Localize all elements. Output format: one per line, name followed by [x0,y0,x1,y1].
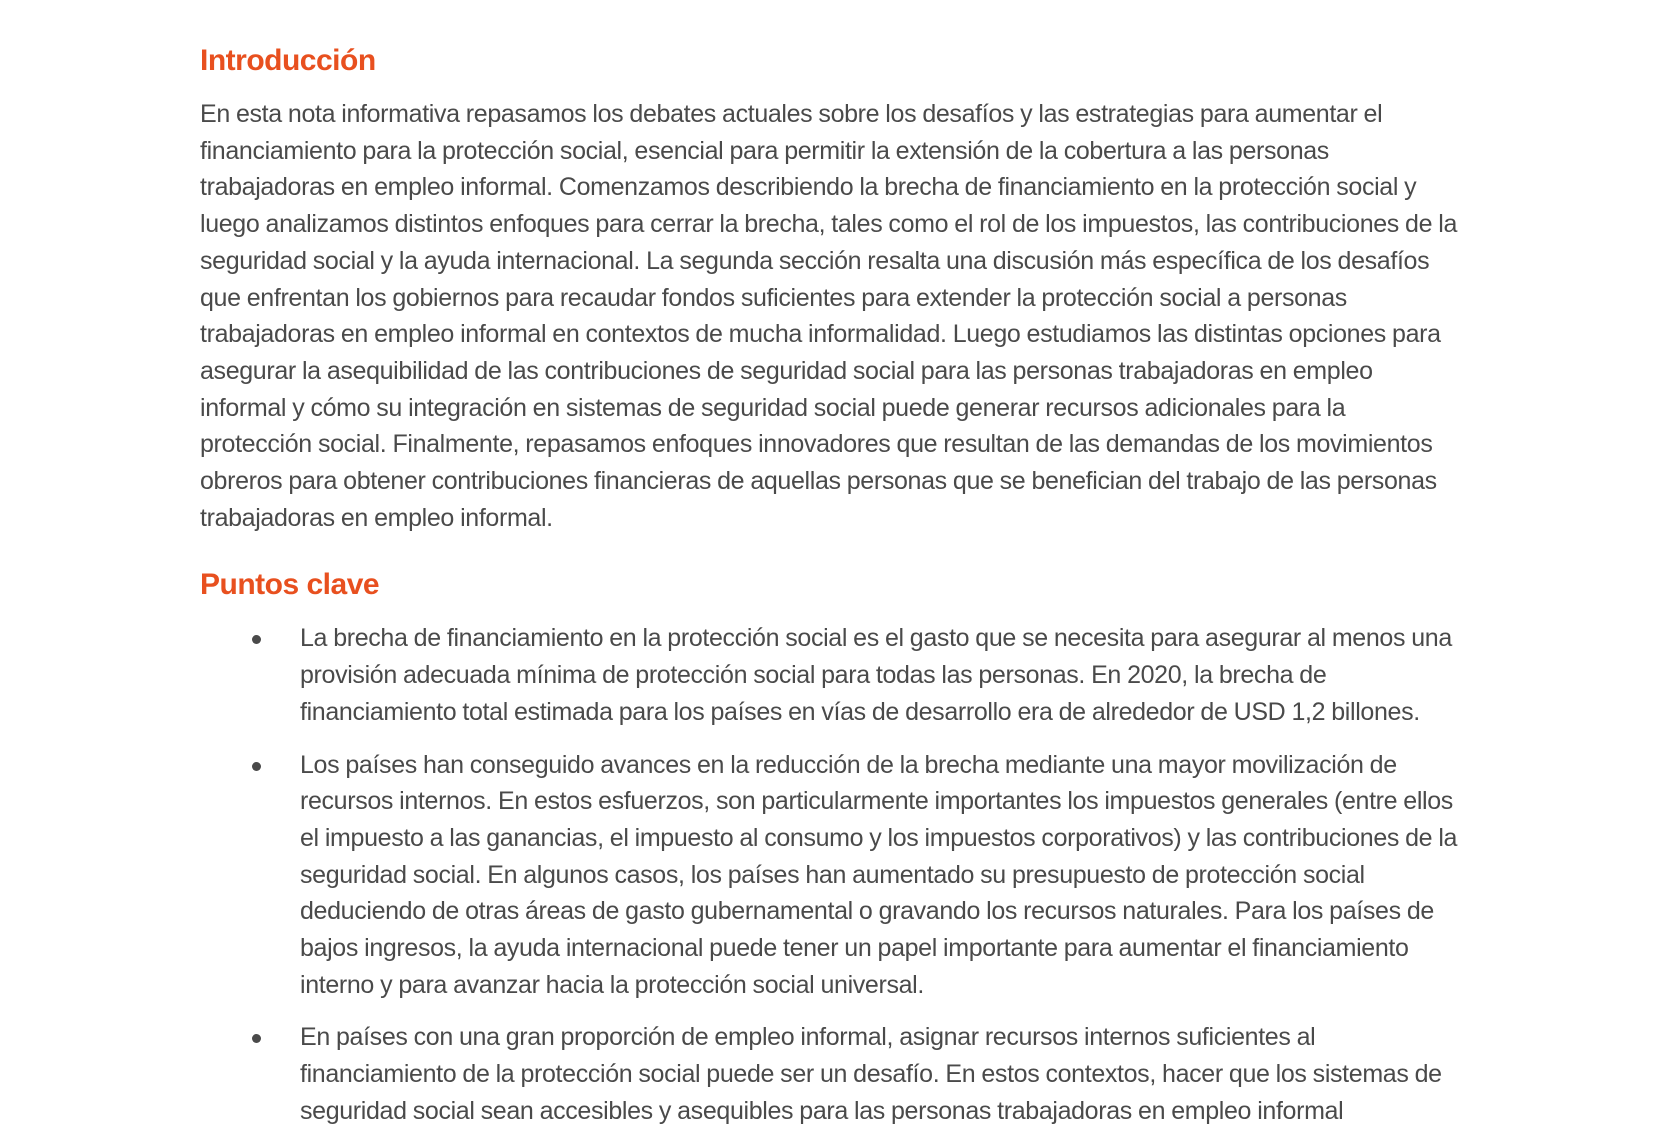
key-point-text: En países con una gran proporción de empleo informal, asignar recursos internos suficientes al financiamiento de la protección social puede ser un desafío. En estos contextos, hacer que los sistemas de seguridad social sean accesibles y asequibles para las personas trabajadoras en empleo informal [300,1023,1442,1125]
document-page [200,40,1460,1146]
key-point-item [200,620,1460,730]
key-point-text: La brecha de financiamiento en la protección social es el gasto que se necesita para asegurar al menos una provisión adecuada mínima de protección social para todas las personas. En 2020, la brecha de financiamiento total estimada para los países en vías de desarrollo era de alrededor de USD 1,2 billones. [300,624,1452,726]
bullet-icon [252,635,261,644]
key-point-item [200,1019,1460,1129]
bullet-icon [252,762,261,771]
bullet-icon [252,1034,261,1043]
key-point-item [200,747,1460,1004]
introduction-heading: Introducción [200,44,376,77]
key-points-heading: Puntos clave [200,568,380,602]
key-point-text: Los países han conseguido avances en la reducción de la brecha mediante una mayor movilización de recursos internos. En estos esfuerzos, son particularmente importantes los impuestos generales (entre ellos el impuesto a las ganancias, el impuesto al consumo y los impuestos corporativos) y las contribuciones de la seguridad social. En algunos casos, los países han aumentado su presupuesto de protección social deduciendo de otras áreas de gasto gubernamental o gravando los recursos naturales. Para los países de bajos ingresos, la ayuda internacional puede tener un papel importante para aumentar el financiamiento interno y para avanzar hacia la protección social universal. [300,750,1458,999]
key-points-list [200,620,1460,1129]
introduction-paragraph: En esta nota informativa repasamos los debates actuales sobre los desafíos y las estrategias para aumentar el financiamiento para la protección social, esencial para permitir la extensión de la cobertura a las personas trabajadoras en empleo informal. Comenzamos describiendo la brecha de financiamiento en la protección social y luego analizamos distintos enfoques para cerrar la brecha, tales como el rol de los impuestos, las contribuciones de la seguridad social y la ayuda internacional. La segunda sección resalta una discusión más específica de los desafíos que enfrentan los gobiernos para recaudar fondos suficientes para extender la protección social a personas trabajadoras en empleo informal en contextos de mucha informalidad. Luego estudiamos las distintas opciones para asegurar la asequibilidad de las contribuciones de seguridad social para las personas trabajadoras en empleo informal y cómo su integración en sistemas de seguridad social puede generar recursos adicionales para la protección social. Finalmente, repasamos enfoques innovadores que resultan de las demandas de los movimientos obreros para obtener contribuciones financieras de aquellas personas que se benefician del trabajo de las personas trabajadoras en empleo informal. [200,100,1458,532]
